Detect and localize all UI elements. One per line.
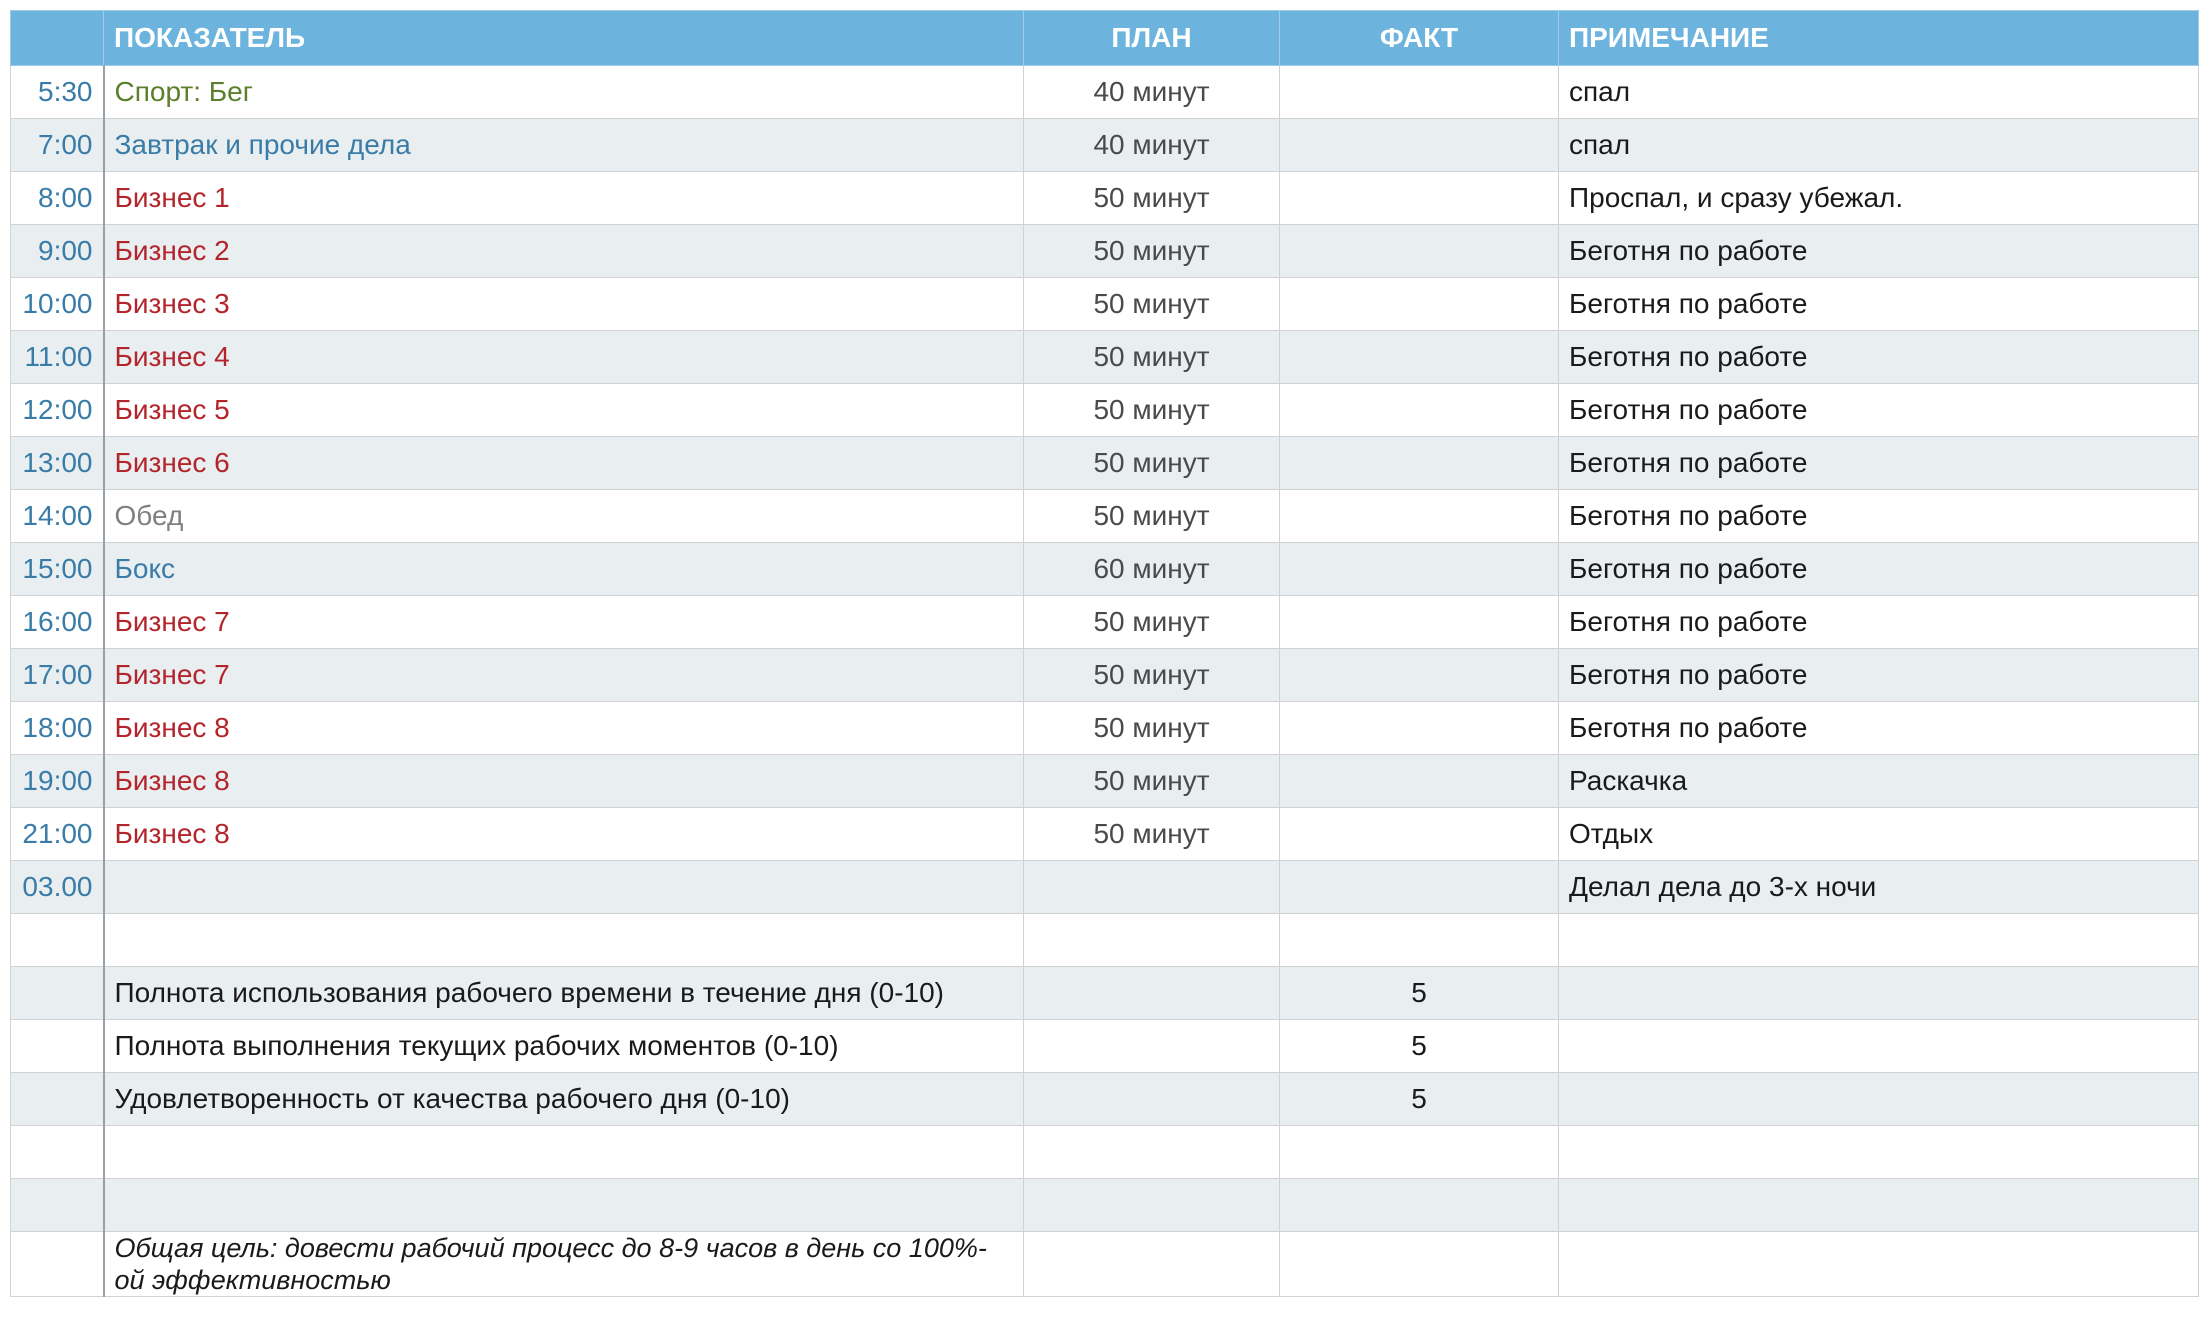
- time-cell[interactable]: 9:00: [11, 225, 104, 278]
- table-row: [11, 1020, 2199, 1073]
- note-cell[interactable]: [1559, 1232, 2199, 1297]
- time-cell[interactable]: 11:00: [11, 331, 104, 384]
- plan-cell[interactable]: 50 минут: [1024, 755, 1280, 808]
- time-cell[interactable]: 13:00: [11, 437, 104, 490]
- fact-cell[interactable]: [1280, 1126, 1559, 1179]
- plan-cell[interactable]: 50 минут: [1024, 172, 1280, 225]
- indicator-cell[interactable]: [104, 914, 1024, 967]
- fact-cell[interactable]: [1280, 437, 1559, 490]
- header-indicator[interactable]: ПОКАЗАТЕЛЬ: [104, 11, 1024, 66]
- table-row: [11, 649, 2199, 702]
- table-row: [11, 808, 2199, 861]
- plan-cell[interactable]: 50 минут: [1024, 278, 1280, 331]
- table-row: [11, 437, 2199, 490]
- time-cell[interactable]: 21:00: [11, 808, 104, 861]
- time-cell[interactable]: 14:00: [11, 490, 104, 543]
- plan-cell[interactable]: [1024, 967, 1280, 1020]
- fact-cell[interactable]: [1280, 649, 1559, 702]
- indicator-cell[interactable]: [104, 1179, 1024, 1232]
- note-cell[interactable]: Беготня по работе: [1559, 437, 2199, 490]
- plan-cell[interactable]: 60 минут: [1024, 543, 1280, 596]
- table-row: [11, 66, 2199, 119]
- fact-cell[interactable]: [1280, 119, 1559, 172]
- note-cell[interactable]: Беготня по работе: [1559, 225, 2199, 278]
- time-cell[interactable]: [11, 1020, 104, 1073]
- score-cell[interactable]: 5: [1280, 1020, 1559, 1073]
- table-row: [11, 861, 2199, 914]
- time-cell[interactable]: [11, 1179, 104, 1232]
- fact-cell[interactable]: [1280, 861, 1559, 914]
- table-row: [11, 490, 2199, 543]
- score-cell[interactable]: 5: [1280, 1073, 1559, 1126]
- time-cell[interactable]: 7:00: [11, 119, 104, 172]
- note-cell[interactable]: Беготня по работе: [1559, 543, 2199, 596]
- table-row: [11, 543, 2199, 596]
- table-row: [11, 331, 2199, 384]
- goal-cell[interactable]: Общая цель: довести рабочий процесс до 8-9 часов в день со 100%-ой эффективностью: [104, 1232, 1024, 1297]
- fact-cell[interactable]: [1280, 1232, 1559, 1297]
- table-row: [11, 596, 2199, 649]
- indicator-cell[interactable]: Полнота выполнения текущих рабочих моментов (0-10): [104, 1020, 1024, 1073]
- time-cell[interactable]: [11, 1073, 104, 1126]
- note-cell[interactable]: [1559, 1020, 2199, 1073]
- header-plan[interactable]: ПЛАН: [1024, 11, 1280, 66]
- plan-cell[interactable]: 40 минут: [1024, 66, 1280, 119]
- note-cell[interactable]: Беготня по работе: [1559, 490, 2199, 543]
- note-cell[interactable]: Беготня по работе: [1559, 596, 2199, 649]
- time-cell[interactable]: 10:00: [11, 278, 104, 331]
- goal-row: [11, 1232, 2199, 1297]
- fact-cell[interactable]: [1280, 1179, 1559, 1232]
- fact-cell[interactable]: [1280, 490, 1559, 543]
- indicator-cell[interactable]: Удовлетворенность от качества рабочего дня (0-10): [104, 1073, 1024, 1126]
- indicator-cell[interactable]: Бизнес 7: [104, 596, 1024, 649]
- fact-cell[interactable]: [1280, 755, 1559, 808]
- table-row: [11, 702, 2199, 755]
- table-row: [11, 914, 2199, 967]
- time-cell[interactable]: 8:00: [11, 172, 104, 225]
- note-cell[interactable]: Беготня по работе: [1559, 278, 2199, 331]
- time-cell[interactable]: 17:00: [11, 649, 104, 702]
- fact-cell[interactable]: [1280, 808, 1559, 861]
- table-row: [11, 225, 2199, 278]
- table-row: [11, 1179, 2199, 1232]
- header-time[interactable]: [11, 11, 104, 66]
- time-cell[interactable]: [11, 1232, 104, 1297]
- note-cell[interactable]: Беготня по работе: [1559, 702, 2199, 755]
- header-note[interactable]: ПРИМЕЧАНИЕ: [1559, 11, 2199, 66]
- plan-cell[interactable]: 50 минут: [1024, 331, 1280, 384]
- indicator-cell[interactable]: Бизнес 1: [104, 172, 1024, 225]
- plan-cell[interactable]: [1024, 1179, 1280, 1232]
- note-cell[interactable]: Отдых: [1559, 808, 2199, 861]
- indicator-cell[interactable]: Бизнес 6: [104, 437, 1024, 490]
- note-cell[interactable]: [1559, 914, 2199, 967]
- plan-cell[interactable]: 50 минут: [1024, 490, 1280, 543]
- note-cell[interactable]: спал: [1559, 119, 2199, 172]
- note-cell[interactable]: [1559, 967, 2199, 1020]
- indicator-cell[interactable]: Полнота использования рабочего времени в течение дня (0-10): [104, 967, 1024, 1020]
- note-cell[interactable]: Делал дела до 3-х ночи: [1559, 861, 2199, 914]
- header-row: [11, 11, 2199, 66]
- indicator-cell[interactable]: Бизнес 2: [104, 225, 1024, 278]
- indicator-cell[interactable]: Завтрак и прочие дела: [104, 119, 1024, 172]
- note-cell[interactable]: спал: [1559, 66, 2199, 119]
- time-cell[interactable]: 12:00: [11, 384, 104, 437]
- indicator-cell[interactable]: Бизнес 8: [104, 702, 1024, 755]
- fact-cell[interactable]: [1280, 384, 1559, 437]
- time-cell[interactable]: 16:00: [11, 596, 104, 649]
- plan-cell[interactable]: [1024, 914, 1280, 967]
- plan-cell[interactable]: [1024, 1126, 1280, 1179]
- table-row: [11, 1073, 2199, 1126]
- schedule-table: [10, 10, 2199, 1297]
- plan-cell[interactable]: [1024, 1073, 1280, 1126]
- fact-cell[interactable]: [1280, 543, 1559, 596]
- note-cell[interactable]: Раскачка: [1559, 755, 2199, 808]
- note-cell[interactable]: [1559, 1126, 2199, 1179]
- indicator-cell[interactable]: [104, 861, 1024, 914]
- time-cell[interactable]: [11, 967, 104, 1020]
- table-row: [11, 119, 2199, 172]
- time-cell[interactable]: [11, 1126, 104, 1179]
- fact-cell[interactable]: [1280, 702, 1559, 755]
- time-cell[interactable]: 15:00: [11, 543, 104, 596]
- time-cell[interactable]: [11, 914, 104, 967]
- plan-cell[interactable]: 50 минут: [1024, 808, 1280, 861]
- plan-cell[interactable]: 50 минут: [1024, 702, 1280, 755]
- indicator-cell[interactable]: Бизнес 7: [104, 649, 1024, 702]
- indicator-cell[interactable]: [104, 1126, 1024, 1179]
- indicator-cell[interactable]: Бокс: [104, 543, 1024, 596]
- fact-cell[interactable]: [1280, 278, 1559, 331]
- plan-cell[interactable]: 50 минут: [1024, 437, 1280, 490]
- time-cell[interactable]: 19:00: [11, 755, 104, 808]
- table-row: [11, 384, 2199, 437]
- time-cell[interactable]: 5:30: [11, 66, 104, 119]
- fact-cell[interactable]: [1280, 225, 1559, 278]
- table-row: [11, 172, 2199, 225]
- plan-cell[interactable]: [1024, 1232, 1280, 1297]
- plan-cell[interactable]: [1024, 861, 1280, 914]
- note-cell[interactable]: Беготня по работе: [1559, 649, 2199, 702]
- indicator-cell[interactable]: Бизнес 4: [104, 331, 1024, 384]
- fact-cell[interactable]: [1280, 331, 1559, 384]
- plan-cell[interactable]: 50 минут: [1024, 649, 1280, 702]
- time-cell[interactable]: 03.00: [11, 861, 104, 914]
- note-cell[interactable]: [1559, 1073, 2199, 1126]
- indicator-cell[interactable]: Спорт: Бег: [104, 66, 1024, 119]
- fact-cell[interactable]: [1280, 172, 1559, 225]
- indicator-cell[interactable]: Бизнес 8: [104, 808, 1024, 861]
- note-cell[interactable]: Беготня по работе: [1559, 331, 2199, 384]
- fact-cell[interactable]: [1280, 66, 1559, 119]
- plan-cell[interactable]: 50 минут: [1024, 384, 1280, 437]
- indicator-cell[interactable]: Бизнес 5: [104, 384, 1024, 437]
- time-cell[interactable]: 18:00: [11, 702, 104, 755]
- indicator-cell[interactable]: Бизнес 8: [104, 755, 1024, 808]
- plan-cell[interactable]: 50 минут: [1024, 225, 1280, 278]
- indicator-cell[interactable]: Бизнес 3: [104, 278, 1024, 331]
- note-cell[interactable]: Беготня по работе: [1559, 384, 2199, 437]
- table-row: [11, 1126, 2199, 1179]
- plan-cell[interactable]: [1024, 1020, 1280, 1073]
- score-cell[interactable]: 5: [1280, 967, 1559, 1020]
- fact-cell[interactable]: [1280, 914, 1559, 967]
- indicator-cell[interactable]: Обед: [104, 490, 1024, 543]
- note-cell[interactable]: [1559, 1179, 2199, 1232]
- plan-cell[interactable]: 40 минут: [1024, 119, 1280, 172]
- note-cell[interactable]: Проспал, и сразу убежал.: [1559, 172, 2199, 225]
- table-row: [11, 278, 2199, 331]
- plan-cell[interactable]: 50 минут: [1024, 596, 1280, 649]
- table-row: [11, 755, 2199, 808]
- header-fact[interactable]: ФАКТ: [1280, 11, 1559, 66]
- fact-cell[interactable]: [1280, 596, 1559, 649]
- table-row: [11, 967, 2199, 1020]
